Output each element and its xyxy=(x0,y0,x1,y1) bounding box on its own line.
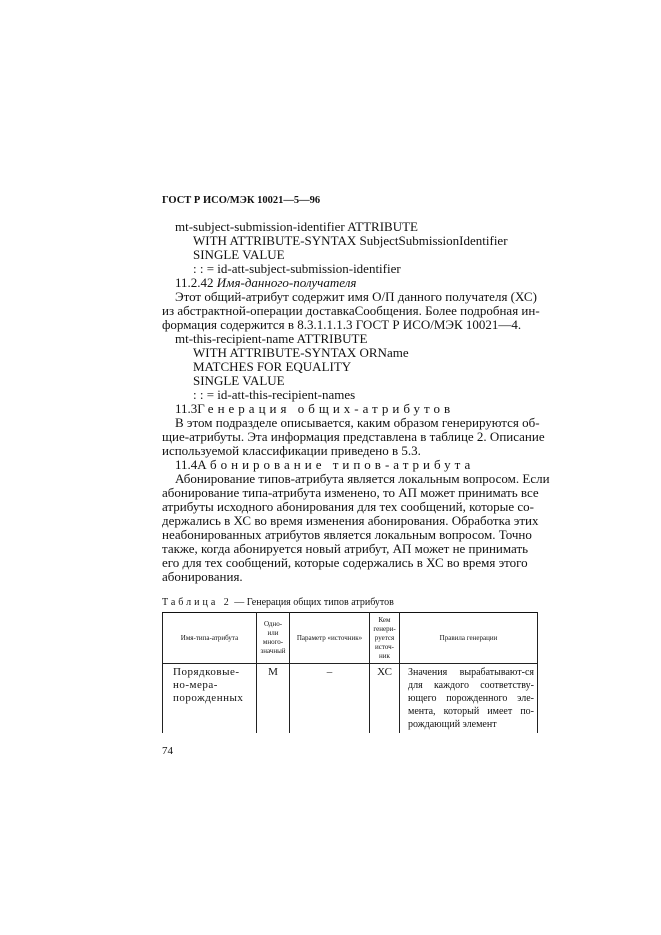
code-line: mt-subject-submission-identifier ATTRIBUTE xyxy=(175,219,418,234)
code-line: SINGLE VALUE xyxy=(193,373,285,388)
section-heading xyxy=(175,458,474,472)
section-number: 11.2.42 xyxy=(175,275,214,290)
paragraph-line: В этом подразделе описывается, каким образом генерируются об- xyxy=(175,415,540,430)
section-number: 11.4 xyxy=(175,457,198,472)
section-title: Имя-данного-получателя xyxy=(216,275,357,290)
column-header: Правила генерации xyxy=(400,613,538,664)
paragraph-line: атрибуты исходного абонирования для тех сообщений, которые со- xyxy=(162,499,534,514)
table-row xyxy=(163,664,538,734)
section-title: Абонирование типов-атрибута xyxy=(197,457,475,472)
caption-label: Таблица 2 xyxy=(162,597,232,608)
paragraph-line: держались в ХС во время изменения абонирования. Обработка этих xyxy=(162,513,539,528)
paragraph-line: его для тех сообщений, которые содержались в ХС во время этого xyxy=(162,555,528,570)
paragraph-line: используемой классификации приведено в 5.3. xyxy=(162,443,421,458)
attribute-generation-table xyxy=(162,612,538,733)
table-cell: Порядковые-но-мера-порожденных xyxy=(163,664,257,734)
column-header: Кем генери-руется источ-ник xyxy=(370,613,400,664)
code-line: : : = id-att-subject-submission-identifier xyxy=(193,261,401,276)
table-cell: – xyxy=(290,664,370,734)
paragraph-line: формация содержится в 8.3.1.1.1.3 ГОСТ Р ИСО/МЭК 10021—4. xyxy=(162,317,522,332)
table-cell: ХС xyxy=(370,664,400,734)
code-line: WITH ATTRIBUTE-SYNTAX SubjectSubmissionIdentifier xyxy=(193,233,508,248)
paragraph-line: неабонированных атрибутов является локальным вопросом. Точно xyxy=(162,527,532,542)
running-header: ГОСТ Р ИСО/МЭК 10021—5—96 xyxy=(162,195,321,206)
paragraph-line: Этот общий-атрибут содержит имя О/П данного получателя (ХС) xyxy=(175,289,537,304)
paragraph-line: Абонирование типов-атрибута является локальным вопросом. Если xyxy=(175,471,550,486)
paragraph-line: также, когда абонируется новый атрибут, АП может не принимать xyxy=(162,541,529,556)
section-heading xyxy=(175,402,454,416)
column-header: Параметр «источник» xyxy=(290,613,370,664)
page-number: 74 xyxy=(162,745,173,757)
section-heading xyxy=(175,276,356,290)
paragraph-line: щие-атрибуты. Эта информация представлена в таблице 2. Описание xyxy=(162,429,545,444)
code-line: WITH ATTRIBUTE-SYNTAX ORName xyxy=(193,345,409,360)
code-line: mt-this-recipient-name ATTRIBUTE xyxy=(175,331,368,346)
paragraph-line: абонирование типа-атрибута изменено, то АП может принимать все xyxy=(162,485,539,500)
caption-text: — Генерация общих типов атрибутов xyxy=(231,597,394,608)
table-cell: Значения вырабатывают-ся для каждого соответству-ющего порожденного эле-мента, который имеет по-рождающий элемент xyxy=(400,664,538,734)
table-header-row xyxy=(163,613,538,664)
code-line: MATCHES FOR EQUALITY xyxy=(193,359,352,374)
table-cell: М xyxy=(257,664,290,734)
paragraph-line: абонирования. xyxy=(162,569,243,584)
table-caption xyxy=(162,596,394,610)
column-header: Одно-или много-значный xyxy=(257,613,290,664)
code-line: : : = id-att-this-recipient-names xyxy=(193,387,356,402)
section-title: Генерация общих-атрибутов xyxy=(197,401,455,416)
column-header: Имя-типа-атрибута xyxy=(163,613,257,664)
section-number: 11.3 xyxy=(175,401,198,416)
code-line: SINGLE VALUE xyxy=(193,247,285,262)
paragraph-line: из абстрактной-операции доставкаСообщения. Более подробная ин- xyxy=(162,303,540,318)
